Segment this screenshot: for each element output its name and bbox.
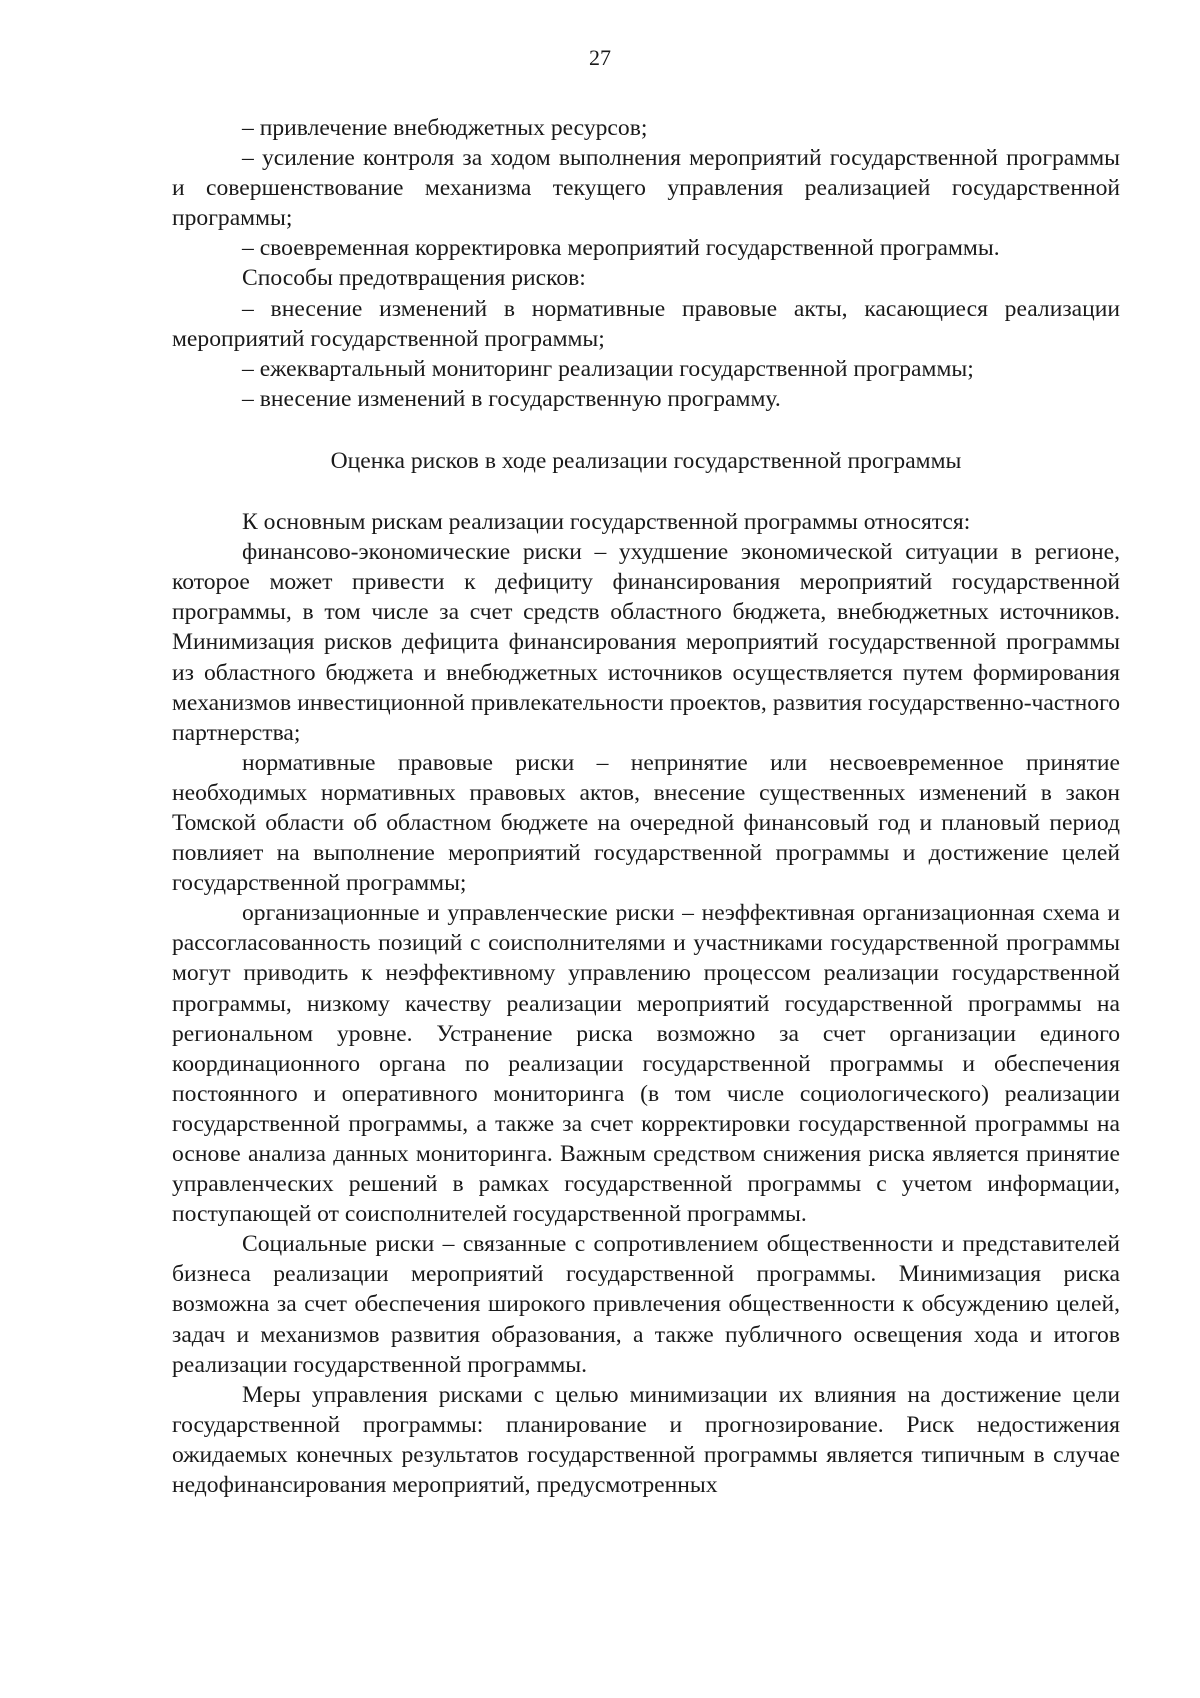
section-heading: Оценка рисков в ходе реализации государственной программы	[330, 447, 962, 474]
paragraph: – внесение изменений в государственную программу.	[242, 385, 781, 412]
paragraph: – своевременная корректировка мероприятий государственной программы.	[242, 235, 1000, 262]
paragraph: нормативные правовые риски – непринятие или несвоевременное принятие необходимых нормативных правовых актов, внесение существенных изменений в закон Томской области об областном бюджете на очередной финансовый год и плановый период повлияет на выполнение мероприятий государственной программы и достижение целей государственной программы;	[172, 749, 1120, 897]
paragraph: Способы предотвращения рисков:	[242, 265, 586, 292]
paragraph: организационные и управленческие риски – неэффективная организационная схема и рассогласованность позиций с соисполнителями и участниками государственной программы могут приводить к неэффективному управлению процессом реализации государственной программы, низкому качеству реализации мероприятий государственной программы на региональном уровне. Устранение риска возможно за счет организации единого координационного органа по реализации государственной программы и обеспечения постоянного и оперативного мониторинга (в том числе социологического) реализации государственной программы, а также за счет корректировки государственной программы на основе анализа данных мониторинга. Важным средством снижения риска является принятие управленческих решений в рамках государственной программы с учетом информации, поступающей от соисполнителей государственной программы.	[172, 900, 1120, 1228]
paragraph: – ежеквартальный мониторинг реализации государственной программы;	[242, 355, 974, 382]
page-number: 27	[589, 45, 611, 70]
page-content	[172, 113, 1120, 1500]
paragraph: Социальные риски – связанные с сопротивлением общественности и представителей бизнеса реализации мероприятий государственной программы. Минимизация риска возможна за счет обеспечения широкого привлечения общественности к обсуждению целей, задач и механизмов развития образования, а также публичного освещения хода и итогов реализации государственной программы.	[172, 1231, 1120, 1378]
paragraph: – привлечение внебюджетных ресурсов;	[242, 115, 648, 141]
paragraph: К основным рискам реализации государственной программы относятся:	[242, 509, 971, 536]
paragraph: – внесение изменений в нормативные правовые акты, касающиеся реализации мероприятий государственной программы;	[172, 295, 1120, 352]
paragraph: Меры управления рисками с целью минимизации их влияния на достижение цели государственной программы: планирование и прогнозирование. Риск недостижения ожидаемых конечных результатов государственной программы является типичным в случае недофинансирования мероприятий, предусмотренных	[172, 1381, 1120, 1499]
paragraph: – усиление контроля за ходом выполнения мероприятий государственной программы и совершенствование механизма текущего управления реализацией государственной программы;	[172, 145, 1120, 232]
paragraph: финансово-экономические риски – ухудшение экономической ситуации в регионе, которое может привести к дефициту финансирования мероприятий государственной программы, в том числе за счет средств областного бюджета, внебюджетных источников. Минимизация рисков дефицита финансирования мероприятий государственной программы из областного бюджета и внебюджетных источников осуществляется путем формирования механизмов инвестиционной привлекательности проектов, развития государственно-частного партнерства;	[172, 539, 1120, 746]
